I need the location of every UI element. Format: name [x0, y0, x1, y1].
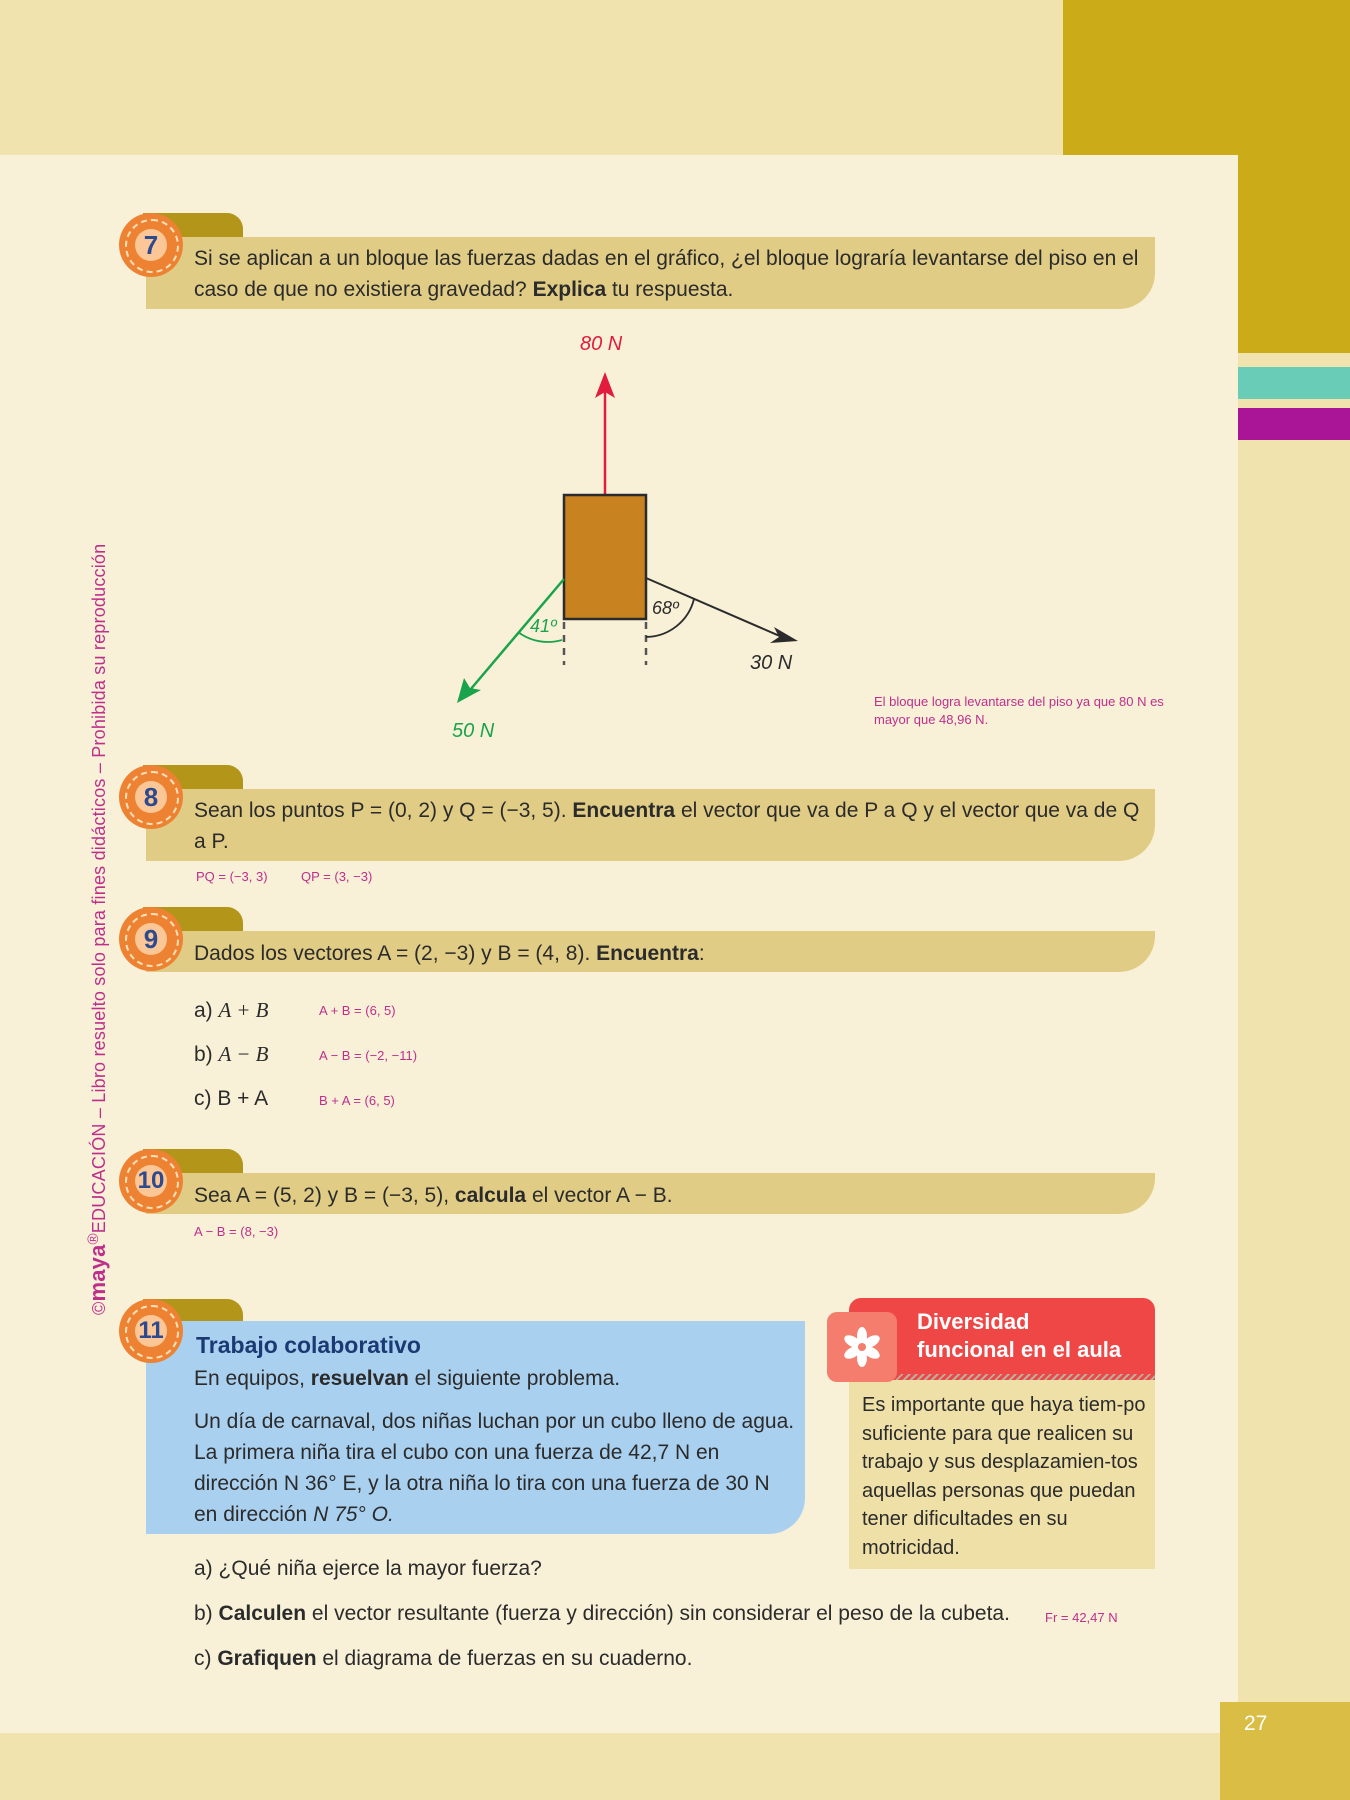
label-force-up: 80 N [580, 333, 623, 355]
diversidad-text: Es importante que haya tiem-po suficiente para que realicen su trabajo y sus desplazamien-tos aquellas personas que puedan tener dificultades en su motricidad. [862, 1394, 1146, 1559]
q9-item-c: c) B + A [194, 1087, 269, 1110]
label-force-right: 30 N [750, 652, 793, 674]
q10-answer: A − B = (8, −3) [194, 1224, 279, 1239]
brand-logo: maya [85, 1244, 110, 1302]
q7-badge: 7 [119, 213, 183, 277]
diversidad-icon-box [827, 1312, 897, 1382]
q11-item-b: b) Calculen el vector resultante (fuerza y dirección) sin considerar el peso de la cubeta. [194, 1602, 1010, 1625]
block [564, 495, 646, 619]
q11-intro: En equipos, resuelvan el siguiente problema. [194, 1367, 621, 1390]
q8-answer-qp: QP = (3, −3) [301, 869, 373, 884]
q9-item-b: b) A − B [194, 1042, 269, 1066]
label-angle-left: 41º [530, 616, 557, 636]
q10-badge: 10 [119, 1149, 183, 1213]
q11-item-c: c) Grafiquen el diagrama de fuerzas en su cuaderno. [194, 1647, 693, 1670]
q11-problem: Un día de carnaval, dos niñas luchan por un cubo lleno de agua. La primera niña tira el cubo con una fuerza de 42,7 N en dirección N 36° E, y la otra niña lo tira con una fuerza de 30 N en dirección N 75° O. [194, 1410, 795, 1526]
q9-item-a: a) A + B [194, 998, 269, 1022]
q11-answer-b: Fr = 42,47 N [1045, 1610, 1118, 1625]
copyright-spine: ©maya®EDUCACIÓN – Libro resuelto solo para fines didácticos – Prohibida su reproducción [85, 543, 110, 1315]
force-right-arrowhead [770, 627, 798, 643]
q11-title: Trabajo colaborativo [196, 1332, 421, 1358]
label-force-left: 50 N [452, 720, 495, 742]
q9-answer-a: A + B = (6, 5) [319, 1003, 396, 1018]
force-diagram [0, 0, 1350, 800]
q10-text: Sea A = (5, 2) y B = (−3, 5), calcula el vector A − B. [194, 1184, 673, 1207]
label-angle-right: 68º [652, 598, 679, 618]
q7-text: Si se aplican a un bloque las fuerzas dadas en el gráfico, ¿el bloque lograría levantarse del piso en el caso de que no existiera gravedad? Explica tu respuesta. [194, 247, 1139, 301]
q8-badge: 8 [119, 765, 183, 829]
page-number-box [1220, 1702, 1350, 1800]
q8-answer-pq: PQ = (−3, 3) [196, 869, 268, 884]
q9-badge: 9 [119, 907, 183, 971]
page-number: 27 [1244, 1712, 1268, 1735]
q9-answer-c: B + A = (6, 5) [319, 1093, 395, 1108]
q11-badge: 11 [119, 1299, 183, 1363]
q8-text: Sean los puntos P = (0, 2) y Q = (−3, 5). Encuentra el vector que va de P a Q y el vector que va de Q a P. [194, 799, 1140, 853]
q9-text: Dados los vectores A = (2, −3) y B = (4, 8). Encuentra: [194, 942, 705, 965]
q11-item-a: a) ¿Qué niña ejerce la mayor fuerza? [194, 1557, 542, 1580]
q9-answer-b: A − B = (−2, −11) [319, 1048, 418, 1063]
diversidad-title: Diversidad funcional en el aula [917, 1309, 1122, 1362]
spine-text: EDUCACIÓN – Libro resuelto solo para fines didácticos – Prohibida su reproducción [89, 543, 109, 1234]
q7-answer: El bloque logra levantarse del piso ya que 80 N es mayor que 48,96 N. [874, 694, 1164, 727]
flower-icon [827, 1312, 897, 1382]
